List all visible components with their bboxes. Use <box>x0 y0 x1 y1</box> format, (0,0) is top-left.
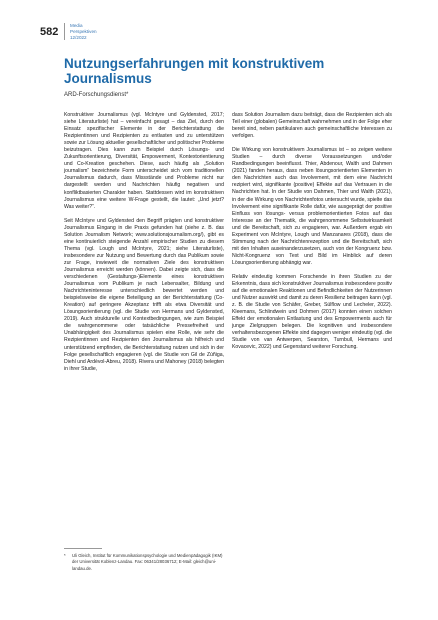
footnote-text: Uli Gleich, Institut für Kommunikationspsychologie und Medienpädagogik (IKM) der Universität Koblenz-Landau. Fax: 06341/28036712; E-Mail: gleich@uni-landau.de. <box>72 553 223 571</box>
page-number: 582 <box>40 26 59 38</box>
footnote-divider <box>64 548 102 549</box>
paragraph: Relativ eindeutig kommen Forschende in ihren Studien zu der Erkenntnis, dass sich konstruktiver Journalismus insbesondere positiv auf die emotionalen Reaktionen und Befindlichkeiten der Nutzerinnen und Nutzer auswirkt und damit zu deren Resilienz beitragen kann (vgl. z. B. die Studie von Schäfer, Greber, Sülflow und Lecheler, 2022). Kleemans, Schlindwein und Dohmen (2017) konnten einen solchen Effekt der emotionalen Entlastung und des Empowerments auch für junge Zielgruppen belegen. Die kognitiven und insbesondere verhaltensbezogenen Effekte sind dagegen weniger eindeutig (vgl. die Studie von van Antwerpen, Searston, Turnbull, Hermans und Kovacevic, 2022) und Gegenstand weiterer Forschung. <box>232 273 392 351</box>
article-author: ARD-Forschungsdienst* <box>64 92 129 98</box>
right-column <box>232 112 392 359</box>
journal-line-3: 12/2022 <box>70 34 87 40</box>
footnote-marker: * <box>64 553 66 558</box>
paragraph: Konstruktiver Journalismus (vgl. McIntyre und Gyldensted, 2017; siehe Literaturliste) hat – vereinfacht gesagt – das Ziel, durch den Einsatz spezifischer Elemente in der Berichterstattung die Rezipientinnen und Rezipienten zu entlasten und zu unterstützen sowie zur Lösung aktueller gesellschaftlicher und politischer Probleme beizutragen. Dies kann zum Beispiel durch Lösungs- und Zukunftsorientierung, Diversität, Empowerment, Kontextorientierung und Co-Kreation geschehen. Diese, auch häufig als „Solution journalism“ bezeichnete Form unterscheidet sich vom traditionellen Journalismus dadurch, dass Missstände und Probleme nicht nur dargestellt werden und Nachrichten häufig negativen und konfliktbasierten Charakter haben. Stattdessen wird im konstruktiven Journalismus eine weitere W-Frage gestellt, die lautet: „Und jetzt? Was weiter?“. <box>64 112 224 210</box>
left-column <box>64 112 224 380</box>
paragraph: Seit McIntyre und Gyldensted den Begriff prägten und konstruktiver Journalismus Eingang in die Praxis gefunden hat (siehe z. B. das Solution Journalism Network; www.solutionsjournalism.org/), gibt es eine kontinuierlich steigende Anzahl empirischer Studien zu diesem Thema (vgl. Lough und McIntyre, 2021; siehe Literaturliste), insbesondere zur Nutzung und Bewertung durch das Publikum sowie zur Frage, inwieweit die normativen Ziele des konstruktiven Journalismus erreicht werden (können). Dabei zeigte sich, dass die verschiedenen (Gestaltungs-)Elemente eines konstruktiven Journalismus vom Publikum je nach Lebensalter, Bildung und Nachrichteninteresse unterschiedlich bewertet werden und beispielsweise die eigene Beteiligung an der Berichterstattung (Co-Kreation) auf geringere Akzeptanz trifft als etwa Diversität und Lösungsorientierung (vgl. die Studie von Hermans und Gyldensted, 2019). Auch strukturelle und Kontextbedingungen, wie zum Beispiel die wahrgenommene oder tatsächliche Pressefreiheit und Unabhängigkeit des Journalismus spielen eine Rolle, wie sehr die Rezipientinnen und Rezipienten den Journalismus als hilfreich und unterstützend empfinden, die Berichterstattung nutzen und sich in der Folge gesellschaftlich engagieren (vgl. die Studie von Gil de Zúñiga, Diehl und Ardèvol-Abreu, 2018). Rivera und Mahoney (2018) belegten in ihrer Studie, <box>64 217 224 372</box>
journal-line-2: Perspektiven <box>70 28 97 34</box>
journal-line-1: Media <box>70 23 83 28</box>
journal-label <box>64 23 97 40</box>
article-title: Nutzungserfahrungen mit konstruktivem Journalismus <box>64 56 325 86</box>
paragraph: dass Solution Journalism dazu beiträgt, dass die Rezipienten sich als Teil einer (globalen) Gemeinschaft wahrnehmen und in der Folge eher bereit sind, neben partikularen auch gemeinschaftliche Interessen zu verfolgen. <box>232 112 392 140</box>
footnote <box>64 553 224 572</box>
paragraph: Die Wirkung von konstruktivem Journalismus ist – so zeigen weitere Studien – durch diverse Voraussetzungen und/oder Randbedingungen beeinflusst. Thier, Abdenour, Walth und Dahmen (2021) fanden heraus, dass neben lösungsorientierten Elementen in den Nachrichten auch das Involvement, mit dem eine Nachricht rezipiert wird, signifikante (positive) Effekte auf das Vertrauen in die Nachrichten hat. In der Studie von Dahmen, Thier und Walth (2021), in der die Wirkung von Nachrichtenfotos untersucht wurde, spielte das Involvement eine signifikante Rolle dafür, wie ausgeprägt der positive Einfluss von lösungs- versus problemorientierten Fotos auf das Interesse an der Thematik, die wahrgenommene Selbstwirksamkeit und die Bereitschaft, sich zu engagieren, war. Außerdem ergab ein Experiment von McIntyre, Lough und Manzanares (2018), dass die Stimmung nach der Nachrichtenrezeption und die Bereitschaft, sich mit den Inhalten auseinanderzusetzen, auch von der Kongruenz bzw. Nicht-Kongruenz von Text und Bild im Hinblick auf deren Lösungsorientierung abhängig war. <box>232 147 392 266</box>
